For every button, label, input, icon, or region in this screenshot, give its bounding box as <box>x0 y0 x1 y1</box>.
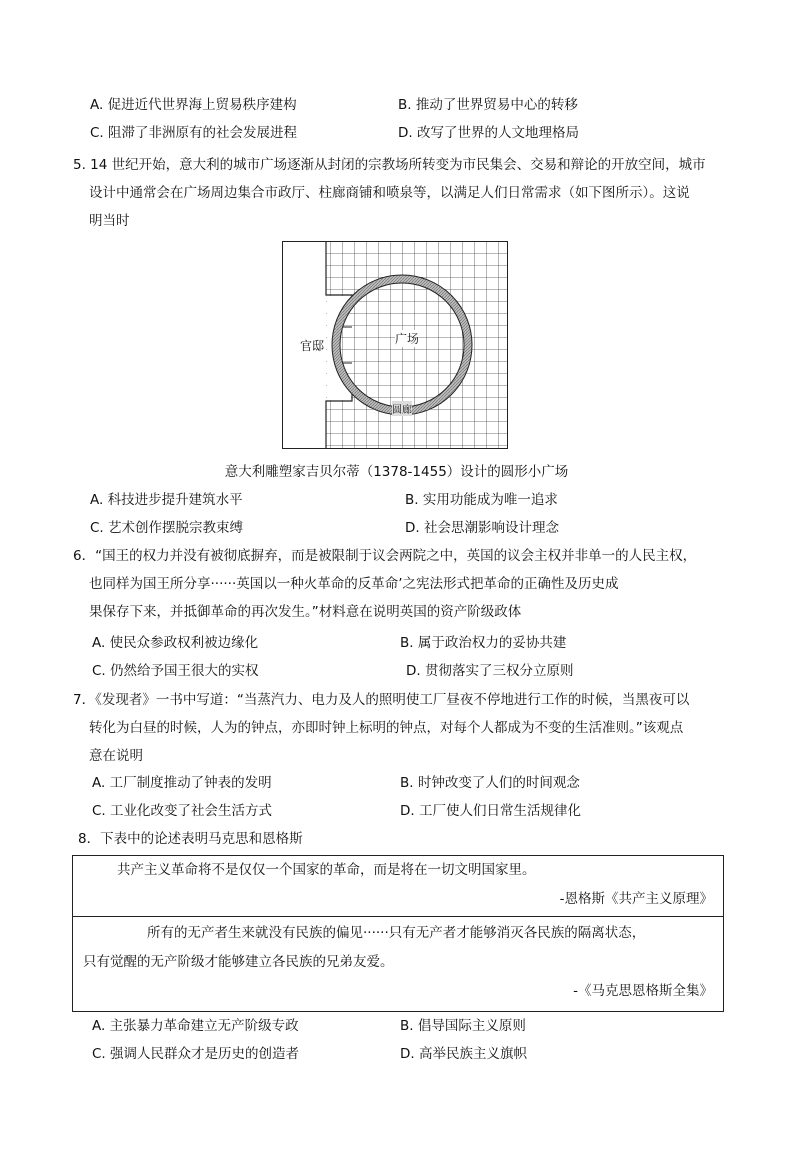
q6-option-a: A. 使民众参政权利被边缘化 <box>92 635 259 651</box>
q7-option-a: A. 工厂制度推动了钟表的发明 <box>92 775 272 791</box>
table-cell <box>73 917 724 1012</box>
q8-option-b: B. 倡导国际主义原则 <box>400 1018 526 1034</box>
q5-option-d: D. 社会思潮影响设计理念 <box>405 520 559 536</box>
q8-option-d: D. 高举民族主义旗帜 <box>400 1046 527 1062</box>
q6-option-c: C. 仍然给予国王很大的实权 <box>92 663 259 679</box>
q4-option-a: A. 促进近代世界海上贸易秩序建构 <box>90 97 297 113</box>
table-row <box>73 917 724 1012</box>
q4-option-c: C. 阻滞了非洲原有的社会发展进程 <box>90 125 298 141</box>
plaza-plan-figure <box>282 241 508 449</box>
q8-quote-2-line-2: 只有觉醒的无产阶级才能够建立各民族的兄弟友爱。 <box>83 954 394 970</box>
label-colonnade: 圆廊 <box>392 401 412 416</box>
figure-caption: 意大利雕塑家吉贝尔蒂（1378-1455）设计的圆形小广场 <box>224 464 569 480</box>
q8-quote-1: 共产主义革命将不是仅仅一个国家的革命，而是将在一切文明国家里。 <box>117 862 536 878</box>
label-plaza: 广场 <box>395 332 420 346</box>
q8-material-table <box>72 855 724 1012</box>
q8-option-c: C. 强调人民群众才是历史的创造者 <box>92 1046 300 1062</box>
q6-option-b: B. 属于政治权力的妥协共建 <box>400 635 567 651</box>
q7-line-3: 意在说明 <box>89 748 143 764</box>
question-6-stem <box>73 542 733 626</box>
q5-option-a: A. 科技进步提升建筑水平 <box>90 492 243 508</box>
q7-option-c: C. 工业化改变了社会生活方式 <box>92 803 273 819</box>
q7-option-b: B. 时钟改变了人们的时间观念 <box>400 775 580 791</box>
question-8-stem: 8．下表中的论述表明马克思和恩格斯 <box>78 831 303 847</box>
q5-line-1: 5. 14 世纪开始，意大利的城市广场逐渐从封闭的宗教场所转变为市民集会、交易和辩论的开放空间，城市 <box>73 157 706 173</box>
q7-option-d: D. 工厂使人们日常生活规律化 <box>400 803 581 819</box>
q6-option-d: D. 贯彻落实了三权分立原则 <box>406 663 574 679</box>
q6-line-3: 果保存下来，并抵御革命的再次发生。”材料意在说明英国的资产阶级政体 <box>89 604 522 620</box>
q4-option-d: D. 改写了世界的人文地理格局 <box>398 125 579 141</box>
q7-line-2: 转化为白昼的时候，人为的钟点，亦即时钟上标明的钟点，对每个人都成为不变的生活准则。”该观点 <box>89 720 684 736</box>
q8-source-1: -恩格斯《共产主义原理》 <box>559 891 713 907</box>
question-5-stem <box>73 151 733 235</box>
q5-line-3: 明当时 <box>89 213 130 229</box>
q6-line-1: 6．“国王的权力并没有被彻底摒弃，而是被限制于议会两院之中，英国的议会主权并非单一的人民主权， <box>73 548 697 564</box>
question-7-stem <box>73 686 733 770</box>
q5-line-2: 设计中通常会在广场周边集合市政厅、柱廊商铺和喷泉等，以满足人们日常需求（如下图所示）。这说 <box>89 185 690 201</box>
q8-source-2: -《马克思恩格斯全集》 <box>573 983 713 999</box>
q7-line-1: 7．《发现者》一书中写道：“当蒸汽力、电力及人的照明使工厂昼夜不停地进行工作的时候，当黑夜可以 <box>73 692 690 708</box>
label-residence: 官邸 <box>300 339 325 353</box>
q8-option-a: A. 主张暴力革命建立无产阶级专政 <box>92 1018 299 1034</box>
q4-option-b: B. 推动了世界贸易中心的转移 <box>398 97 578 113</box>
q8-quote-2-line-1: 所有的无产者生来就没有民族的偏见······只有无产者才能够消灭各民族的隔离状态， <box>147 925 646 941</box>
table-cell <box>73 856 724 917</box>
q5-option-b: B. 实用功能成为唯一追求 <box>405 492 558 508</box>
table-row <box>73 856 724 917</box>
q6-line-2: 也同样为国王所分享······英国以一种火革命的反革命’之宪法形式把革命的正确性及历史成 <box>89 576 619 592</box>
q5-option-c: C. 艺术创作摆脱宗教束缚 <box>90 520 244 536</box>
